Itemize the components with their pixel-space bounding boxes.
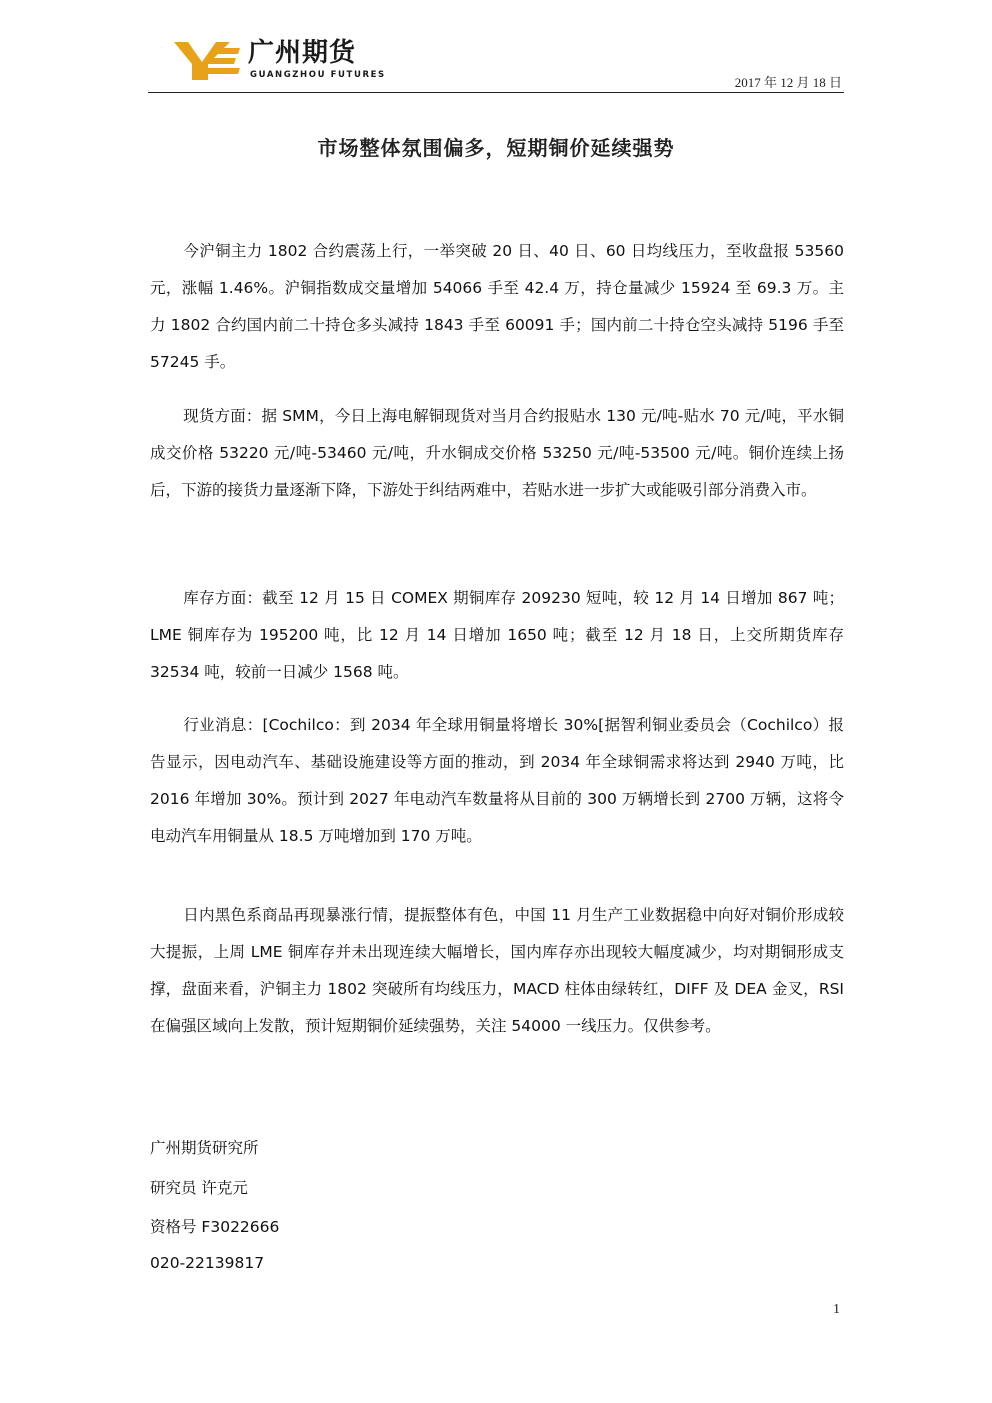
logo-chinese-name: 广州期货 [248,38,357,68]
company-logo [172,38,386,86]
paragraph-text: 库存方面：截至 12 月 15 日 COMEX 期铜库存 209230 短吨，较 12 月 14 日增加 867 吨；LME 铜库存为 195200 吨，比 12 月 14 日增加 1650 吨；截至 12 月 18 日，上交所期货库存 32534 吨，较前一日减少 1568 吨。 [150,589,844,681]
paragraph-industry-news [150,707,844,855]
footer-institute: 广州期货研究所 [150,1139,259,1157]
paragraph-market-summary [150,233,844,381]
logo-english-name: GUANGZHOU FUTURES [250,70,386,80]
report-title: 市场整体氛围偏多，短期铜价延续强势 [317,136,675,160]
footer-phone: 020-22139817 [150,1254,265,1272]
footer-license: 资格号 F3022666 [150,1218,280,1236]
page-number: 1 [833,1302,840,1317]
paragraph-outlook [150,897,844,1045]
paragraph-spot-market [150,398,844,509]
paragraph-text: 日内黑色系商品再现暴涨行情，提振整体有色，中国 11 月生产工业数据稳中向好对铜价形成较大提振，上周 LME 铜库存并未出现连续大幅增长，国内库存亦出现较大幅度减少，均对期铜形成支撑，盘面来看，沪铜主力 1802 突破所有均线压力，MACD 柱体由绿转红，DIFF 及 DEA 金叉，RSI 在偏强区域向上发散，预计短期铜价延续强势，关注 54000 一线压力。仅供参考。 [150,906,844,1035]
logo-mark-icon [172,40,242,82]
paragraph-text: 现货方面：据 SMM，今日上海电解铜现货对当月合约报贴水 130 元/吨-贴水 70 元/吨，平水铜成交价格 53220 元/吨-53460 元/吨，升水铜成交价格 53250 元/吨-53500 元/吨。铜价连续上扬后，下游的接货力量逐渐下降，下游处于纠结两难中，若贴水进一步扩大或能吸引部分消费入市。 [150,407,844,499]
paragraph-inventory [150,580,844,691]
footer-researcher: 研究员 许克元 [150,1179,248,1197]
paragraph-text: 行业消息：[Cochilco：到 2034 年全球用铜量将增长 30%[据智利铜业委员会（Cochilco）报告显示，因电动汽车、基础设施建设等方面的推动，到 2034 年全球铜需求将达到 2940 万吨，比 2016 年增加 30%。预计到 2027 年电动汽车数量将从目前的 300 万辆增长到 2700 万辆，这将令电动汽车用铜量从 18.5 万吨增加到 170 万吨。 [150,716,844,845]
header-divider [148,92,844,93]
paragraph-text: 今沪铜主力 1802 合约震荡上行，一举突破 20 日、40 日、60 日均线压力，至收盘报 53560 元，涨幅 1.46%。沪铜指数成交量增加 54066 手至 42.4 万，持仓量减少 15924 至 69.3 万。主力 1802 合约国内前二十持仓多头减持 1843 手至 60091 手；国内前二十持仓空头减持 5196 手至 57245 手。 [150,242,844,371]
report-date: 2017 年 12 月 18 日 [734,75,842,90]
